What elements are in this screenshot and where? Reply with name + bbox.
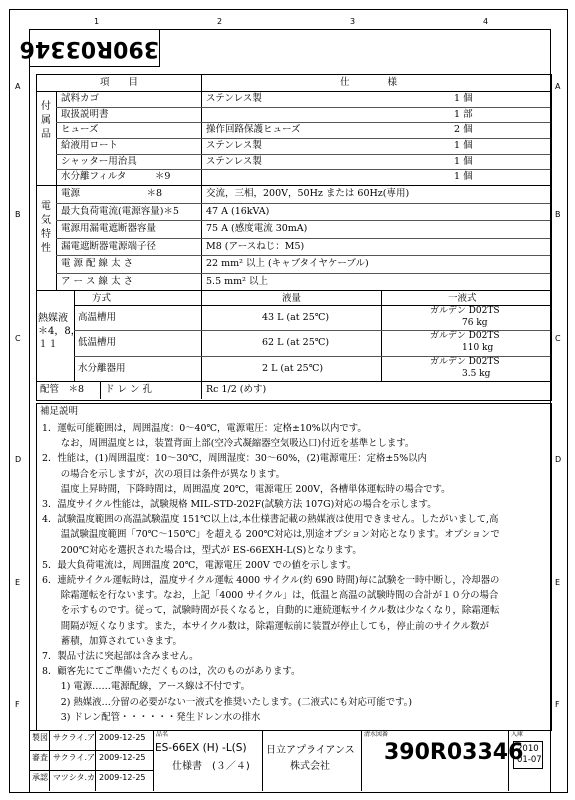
refrigerant-amount: 110 kg bbox=[462, 343, 494, 354]
zone-row-a-left: A bbox=[15, 82, 21, 91]
drawing-label: 清水図番 bbox=[364, 731, 389, 738]
note-line: 温試験温度範囲「70℃～150℃」を超える 200℃対応は,別途オプション対応となります。オプションで bbox=[42, 529, 500, 541]
row-divider bbox=[56, 238, 550, 239]
accessory-name: 水分離フィルタ ＊9 bbox=[61, 171, 171, 183]
row-divider bbox=[74, 356, 550, 357]
accessory-name: 取扱説明書 bbox=[61, 108, 109, 120]
piping-name: ド レ ン 孔 bbox=[105, 384, 153, 395]
ref-header-volume: 液量 bbox=[282, 293, 302, 304]
zone-row-e-left: E bbox=[15, 578, 21, 587]
zone-row-f-left: F bbox=[15, 700, 20, 709]
refrigerant-volume: 62 L (at 25℃) bbox=[262, 337, 330, 349]
piping-label: 配管 ＊8 bbox=[40, 384, 85, 395]
electrical-spec: 交流，三相，200V，50Hz または 60Hz(専用) bbox=[206, 188, 410, 199]
accessory-spec: 操作回路保護ヒューズ bbox=[206, 124, 301, 136]
product-label: 品名 bbox=[156, 731, 169, 738]
refrigerant-method: 水分離器用 bbox=[78, 362, 126, 374]
zone-row-d-left: D bbox=[15, 455, 22, 464]
group-electrical: 電 気 特 性 bbox=[41, 201, 51, 254]
row-divider bbox=[56, 203, 550, 204]
electrical-name: ア ー ス 線 太 さ bbox=[61, 275, 134, 287]
zone-row-a-right: A bbox=[555, 82, 561, 91]
electrical-name: 電 源 配 線 太 さ bbox=[61, 258, 134, 269]
zone-col-2: 2 bbox=[217, 17, 223, 26]
electrical-spec: M8 (アースねじ：M5) bbox=[206, 240, 305, 252]
note-line: の場合を示しますが，次の項目は条件が異なります。 bbox=[42, 468, 286, 480]
role-date: 2009-12-25 bbox=[99, 753, 146, 762]
role-label: 審査 bbox=[32, 753, 48, 762]
note-line: 3) ドレン配管・・・・・・発生ドレン水の排水 bbox=[42, 711, 261, 723]
group-refrigerant: 熱媒液 ＊4，8， １１ bbox=[38, 313, 81, 350]
accessory-spec: ステンレス製 bbox=[206, 155, 262, 167]
zone-row-f-right: F bbox=[555, 700, 560, 709]
accessory-name: シャッター用治具 bbox=[61, 155, 137, 167]
accessory-name: ヒューズ bbox=[61, 124, 99, 136]
electrical-spec: 22 mm² 以上 (キャブタイヤケーブル) bbox=[206, 258, 369, 269]
note-line: 温度上昇時間，下降時間は，周囲温度 20℃，電源電圧 200V，各槽単体運転時の場合です。 bbox=[42, 483, 451, 495]
accessory-qty: 1 部 bbox=[454, 108, 473, 120]
accessory-name: 給液用ロート bbox=[61, 140, 119, 151]
note-line: なお，周囲温度とは，装置背面上部(空冷式凝縮器空気吸込口)付近を基準とします。 bbox=[42, 438, 415, 450]
product-name: ES-66EX (H) -L(S) bbox=[155, 742, 247, 754]
note-line: 除霜運転を行ないます。なお，上記「4000 サイクル」は，低温と高温の試験時間の合計が１０分の場合 bbox=[42, 590, 499, 602]
zone-col-1: 1 bbox=[94, 17, 100, 26]
electrical-spec: 5.5 mm² 以上 bbox=[206, 275, 268, 287]
note-line: を示すものです。従って，試験時間が長くなると，自動的に連続運転サイクル数は少なくなり，除霜運転 bbox=[42, 605, 500, 617]
refrigerant-volume: 43 L (at 25℃) bbox=[262, 312, 330, 323]
group-accessories: 付 属 品 bbox=[41, 101, 51, 140]
drawing-number: 390R03346 bbox=[384, 740, 524, 765]
note-line: 間隔が短くなります。また，本サイクル数は，除霜運転前に装置が停止しても，停止前のサイクル数が bbox=[42, 620, 489, 632]
drawing-number-top: 390R03346 bbox=[19, 36, 159, 61]
refrigerant-method: 低温槽用 bbox=[78, 337, 117, 349]
drawing-number-box-top bbox=[19, 30, 160, 67]
refrigerant-fluid: ガルデン D02TS bbox=[430, 306, 500, 316]
electrical-name: 電源 ＊8 bbox=[61, 188, 163, 199]
zone-row-d-right: D bbox=[555, 455, 562, 464]
role-date: 2009-12-25 bbox=[99, 733, 146, 742]
accessory-spec: ステンレス製 bbox=[206, 140, 262, 151]
ref-header-fluid: 一液式 bbox=[448, 293, 477, 304]
zone-col-4: 4 bbox=[483, 17, 489, 26]
accessory-qty: 1 個 bbox=[454, 155, 473, 167]
note-line: 5．最大負荷電流は，周囲温度 20℃，電源電圧 200V での値を示します。 bbox=[42, 559, 357, 571]
company-line-1: 日立アプライアンス bbox=[266, 745, 355, 756]
accessory-spec: ステンレス製 bbox=[206, 93, 262, 104]
role-name: サクライ.ア bbox=[53, 733, 95, 742]
zone-row-b-right: B bbox=[555, 210, 561, 219]
row-divider bbox=[56, 154, 550, 155]
role-date: 2009-12-25 bbox=[99, 773, 146, 782]
note-line: 4．試験温度範囲の高温試験温度 151℃以上は,本仕様書記載の熱媒液は使用できません。したがいまして,高 bbox=[42, 514, 499, 526]
note-line: 3．温度サイクル性能は，試験規格 MIL-STD-202F(試験方法 107G)対応の場合を示します。 bbox=[42, 499, 437, 510]
row-divider bbox=[74, 330, 550, 331]
electrical-name: 最大負荷電流(電源容量)＊5 bbox=[61, 205, 179, 217]
rev-date: 01-07 bbox=[517, 755, 542, 765]
role-label: 製図 bbox=[32, 733, 48, 742]
note-line: 1) 電源……電源配線，アース線は不付です。 bbox=[42, 681, 250, 693]
header-spec: 仕 様 bbox=[340, 77, 398, 88]
ref-header-method: 方式 bbox=[92, 293, 112, 304]
electrical-name: 漏電遮断器電源端子径 bbox=[61, 240, 157, 252]
row-divider bbox=[56, 169, 550, 170]
role-name: サクライ.ア bbox=[53, 753, 95, 762]
piping-spec: Rc 1/2 (めす) bbox=[206, 384, 267, 395]
note-line: 1．運転可能範囲は，周囲温度：0～40℃，電源電圧：定格±10%以内です。 bbox=[42, 423, 367, 434]
rev-year: 2010 bbox=[517, 744, 539, 754]
zone-col-3: 3 bbox=[350, 17, 356, 26]
header-item: 項 目 bbox=[100, 77, 139, 88]
note-line: 200℃対応を選択された場合は，型式が ES-66EXH-L(S)となります。 bbox=[42, 544, 362, 556]
row-divider bbox=[56, 220, 550, 221]
refrigerant-amount: 76 kg bbox=[462, 318, 488, 328]
refrigerant-volume: 2 L (at 25℃) bbox=[262, 362, 324, 374]
accessory-qty: 1 個 bbox=[454, 93, 473, 104]
row-divider bbox=[56, 255, 550, 256]
company-line-2: 株式会社 bbox=[290, 761, 330, 772]
note-line: 蓄積，加算されていきます。 bbox=[42, 635, 182, 647]
accessory-qty: 1 個 bbox=[454, 171, 473, 183]
row-divider bbox=[56, 122, 550, 123]
refrigerant-fluid: ガルデン D02TS bbox=[430, 356, 500, 367]
role-label: 承認 bbox=[32, 773, 48, 782]
row-divider bbox=[56, 107, 550, 108]
note-line: 2．性能は，(1)周囲温度：10～30℃，周囲湿度：30～60%，(2)電源電圧：定格±5%以内 bbox=[42, 453, 427, 465]
electrical-spec: 75 A (感度電流 30mA) bbox=[206, 223, 308, 234]
role-name: マツシタ.カ bbox=[53, 773, 95, 782]
note-line: 2) 熱媒液…分留の必要がない一液式を推奨いたします。(二液式にも対応可能です。) bbox=[42, 696, 412, 708]
accessory-qty: 1 個 bbox=[454, 140, 473, 151]
refrigerant-fluid: ガルデン D02TS bbox=[430, 331, 500, 342]
note-line: 7．製品寸法に突起部は含みません。 bbox=[42, 651, 199, 662]
rev-label: 入庫 bbox=[511, 731, 524, 738]
note-line: 8．顧客先にてご準備いただくものは，次のものがあります。 bbox=[42, 666, 301, 678]
zone-row-c-right: C bbox=[555, 334, 561, 343]
sheet-title: 仕様書 (３／４) bbox=[172, 761, 250, 772]
accessory-name: 試料カゴ bbox=[61, 93, 100, 104]
zone-row-c-left: C bbox=[15, 334, 21, 343]
refrigerant-amount: 3.5 kg bbox=[462, 368, 491, 379]
note-line: 6．連続サイクル運転時は，温度サイクル運転 4000 サイクル(約 690 時間)毎に試験を一時中断し，冷却器の bbox=[42, 575, 500, 586]
notes-title: 補足説明 bbox=[40, 406, 79, 417]
zone-row-e-right: E bbox=[555, 578, 561, 587]
electrical-name: 電源用漏電遮断器容量 bbox=[61, 223, 157, 234]
zone-row-b-left: B bbox=[15, 210, 21, 219]
row-divider bbox=[56, 138, 550, 139]
accessory-qty: 2 個 bbox=[454, 124, 473, 136]
refrigerant-method: 高温槽用 bbox=[78, 312, 117, 323]
electrical-spec: 47 A (16kVA) bbox=[206, 205, 270, 217]
row-divider bbox=[56, 273, 550, 274]
